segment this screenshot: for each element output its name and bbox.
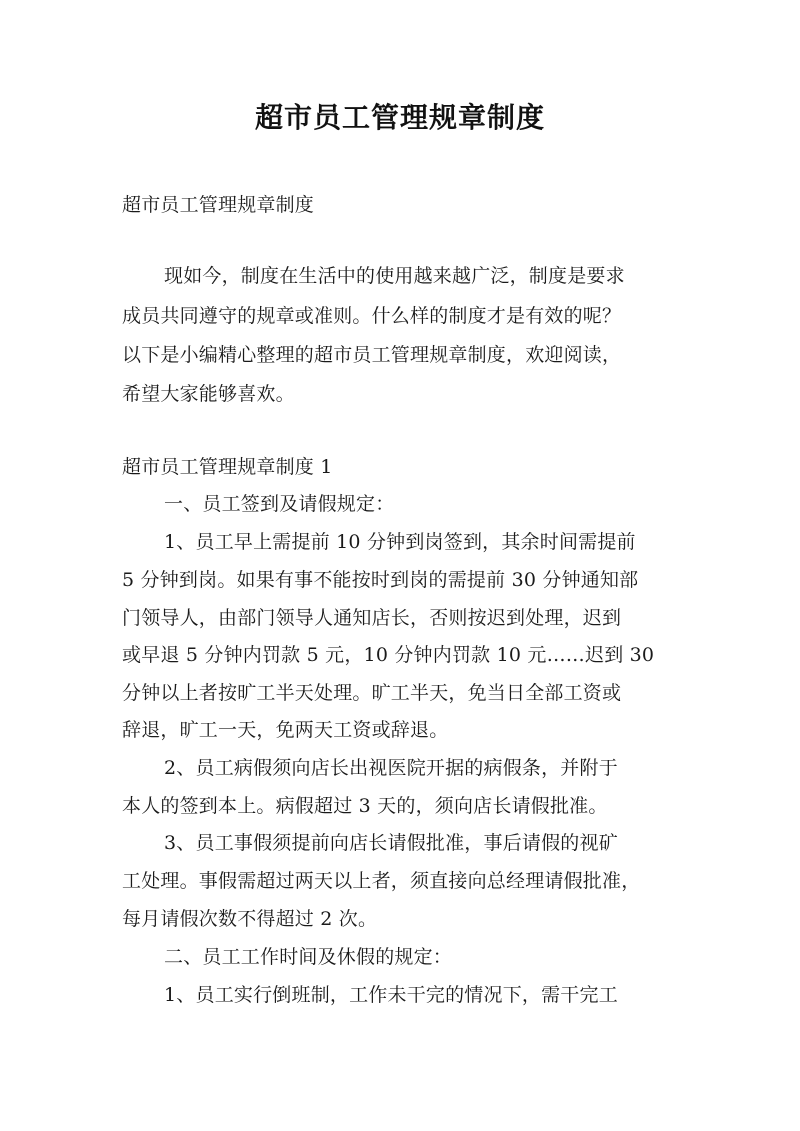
body-line: 1、员工早上需提前 10 分钟到岗签到，其余时间需提前 <box>164 531 636 553</box>
document-title: 超市员工管理规章制度 <box>254 101 545 134</box>
section-heading: 超市员工管理规章制度 1 <box>122 456 333 478</box>
intro-line: 成员共同遵守的规章或准则。什么样的制度才是有效的呢？ <box>122 305 622 327</box>
body-line: 辞退，旷工一天，免两天工资或辞退。 <box>122 719 449 741</box>
document-subtitle: 超市员工管理规章制度 <box>122 194 315 216</box>
body-line: 工处理。事假需超过两天以上者，须直接向总经理请假批准， <box>122 870 641 892</box>
intro-line: 以下是小编精心整理的超市员工管理规章制度，欢迎阅读， <box>122 344 622 366</box>
body-line: 2、员工病假须向店长出视医院开据的病假条，并附于 <box>164 757 618 779</box>
body-line: 分钟以上者按旷工半天处理。旷工半天，免当日全部工资或 <box>122 682 622 704</box>
body-line: 3、员工事假须提前向店长请假批准，事后请假的视矿 <box>164 832 618 854</box>
body-line: 或早退 5 分钟内罚款 5 元，10 分钟内罚款 10 元……迟到 30 <box>122 644 655 666</box>
body-line: 5 分钟到岗。如果有事不能按时到岗的需提前 30 分钟通知部 <box>122 569 639 591</box>
body-line: 1、员工实行倒班制，工作未干完的情况下，需干完工 <box>164 984 618 1006</box>
body-line: 一、员工签到及请假规定： <box>164 493 395 515</box>
intro-line: 现如今，制度在生活中的使用越来越广泛，制度是要求 <box>164 265 625 287</box>
body-line: 门领导人，由部门领导人通知店长，否则按迟到处理，迟到 <box>122 607 622 629</box>
body-line: 每月请假次数不得超过 2 次。 <box>122 908 378 930</box>
body-line: 本人的签到本上。病假超过 3 天的，须向店长请假批准。 <box>122 795 608 817</box>
intro-line: 希望大家能够喜欢。 <box>122 383 295 405</box>
body-line: 二、员工工作时间及休假的规定： <box>164 946 453 968</box>
